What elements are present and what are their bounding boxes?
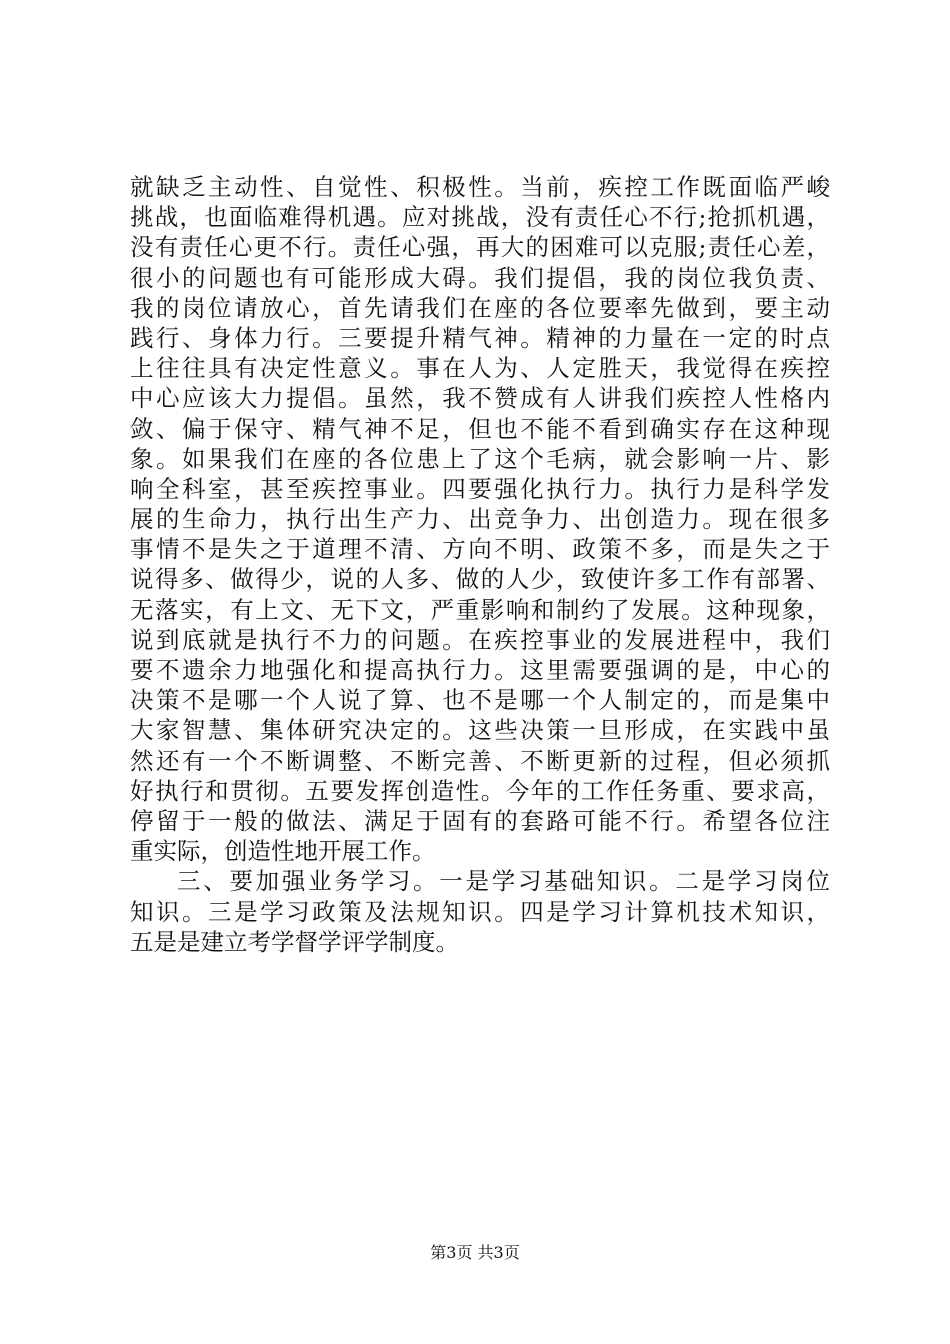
text-line: 展的生命力，执行出生产力、出竞争力、出创造力。现在很多 (130, 505, 830, 534)
text-line: 象。如果我们在座的各位患上了这个毛病，就会影响一片、影 (130, 444, 830, 473)
text-line: 践行、身体力行。三要提升精气神。精神的力量在一定的时点 (130, 323, 830, 352)
text-line: 上往往具有决定性意义。事在人为、人定胜天，我觉得在疾控 (130, 354, 830, 383)
text-line: 知识。三是学习政策及法规知识。四是学习计算机技术知识， (130, 897, 830, 926)
text-line: 要不遗余力地强化和提高执行力。这里需要强调的是，中心的 (130, 656, 830, 684)
text-line: 响全科室，甚至疾控事业。四要强化执行力。执行力是科学发 (130, 474, 830, 503)
text-line: 没有责任心更不行。责任心强，再大的困难可以克服;责任心差， (130, 233, 830, 262)
page-footer (0, 1243, 950, 1263)
paragraph-first-line: 三、要加强业务学习。一是学习基础知识。二是学习岗位 (177, 867, 830, 896)
text-line: 说到底就是执行不力的问题。在疾控事业的发展进程中，我们 (130, 625, 830, 654)
text-line: 好执行和贯彻。五要发挥创造性。今年的工作任务重、要求高， (130, 776, 830, 805)
text-line: 然还有一个不断调整、不断完善、不断更新的过程，但必须抓 (130, 746, 830, 775)
paragraph-last-line: 五是是建立考学督学评学制度。 (130, 927, 459, 956)
body-text (130, 172, 830, 957)
page-number: 第3页 共3页 (430, 1243, 520, 1262)
text-line: 挑战，也面临难得机遇。应对挑战，没有责任心不行;抢抓机遇， (130, 203, 830, 232)
text-line: 中心应该大力提倡。虽然，我不赞成有人讲我们疾控人性格内 (130, 384, 830, 413)
text-line: 很小的问题也有可能形成大碍。我们提倡，我的岗位我负责、 (130, 263, 830, 292)
text-line: 敛、偏于保守、精气神不足，但也不能不看到确实存在这种现 (130, 414, 830, 443)
text-line: 停留于一般的做法、满足于固有的套路可能不行。希望各位注 (130, 806, 830, 835)
text-line: 就缺乏主动性、自觉性、积极性。当前，疾控工作既面临严峻 (130, 173, 830, 201)
text-line: 说得多、做得少，说的人多、做的人少，致使许多工作有部署、 (130, 565, 830, 594)
text-line: 事情不是失之于道理不清、方向不明、政策不多，而是失之于 (130, 535, 830, 564)
text-line: 无落实，有上文、无下文，严重影响和制约了发展。这种现象， (130, 595, 830, 624)
text-line: 大家智慧、集体研究决定的。这些决策一旦形成，在实践中虽 (130, 716, 830, 745)
text-line: 我的岗位请放心，首先请我们在座的各位要率先做到，要主动 (130, 293, 830, 322)
paragraph-last-line: 重实际，创造性地开展工作。 (130, 837, 436, 866)
text-line: 决策不是哪一个人说了算、也不是哪一个人制定的，而是集中 (130, 686, 830, 715)
